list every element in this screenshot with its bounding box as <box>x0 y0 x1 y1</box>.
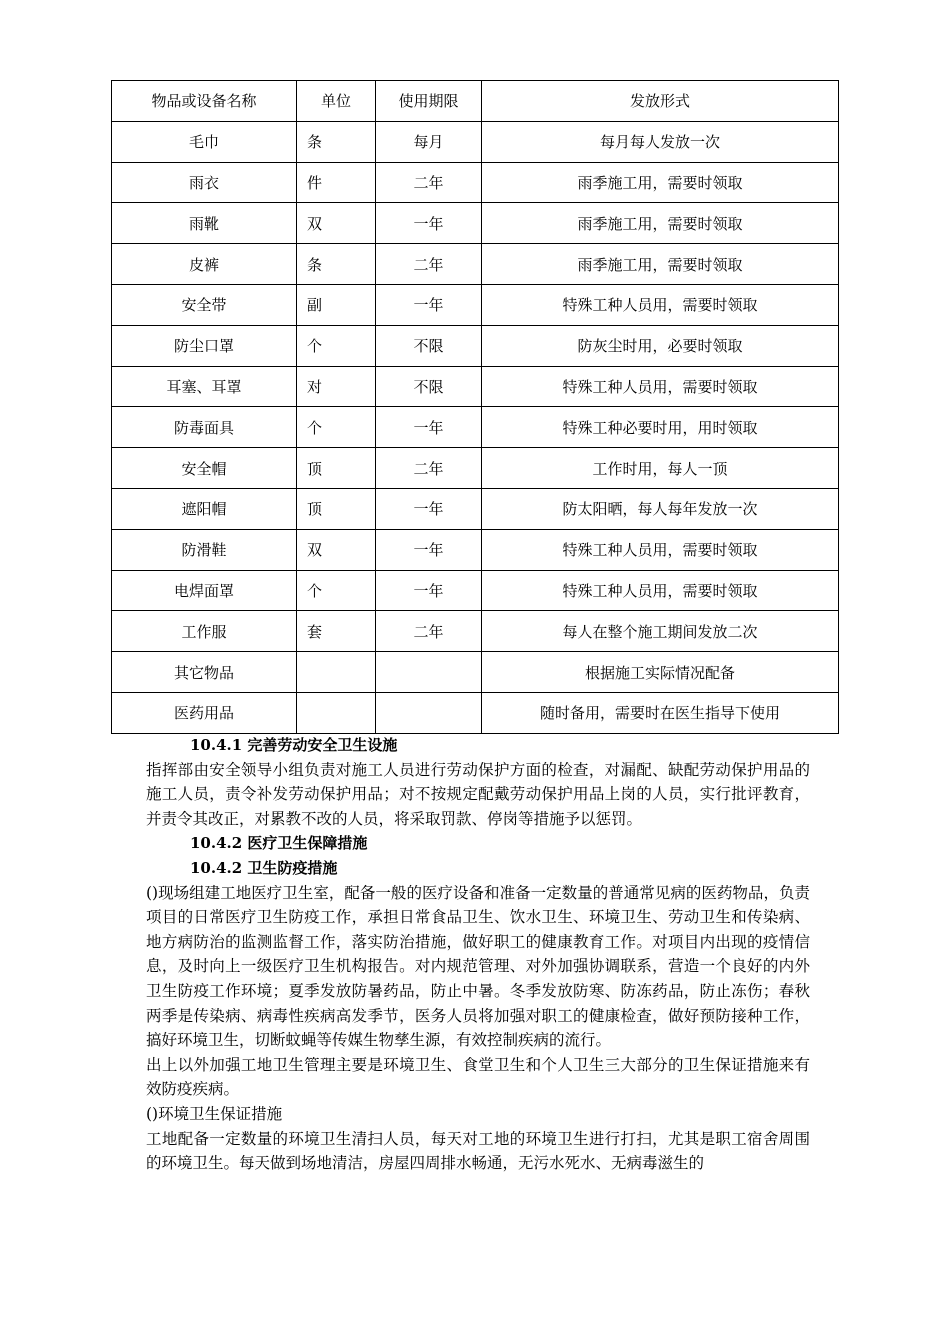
cell-unit: 件 <box>297 162 376 203</box>
table-row <box>112 366 839 407</box>
header-item-name: 物品或设备名称 <box>112 81 297 122</box>
cell-item-name: 防滑鞋 <box>112 529 297 570</box>
table-row <box>112 611 839 652</box>
cell-item-name: 皮裤 <box>112 244 297 285</box>
cell-distribution: 特殊工种人员用，需要时领取 <box>482 570 839 611</box>
cell-item-name: 防尘口罩 <box>112 325 297 366</box>
cell-unit: 双 <box>297 529 376 570</box>
table-row <box>112 448 839 489</box>
cell-unit: 条 <box>297 121 376 162</box>
table-row <box>112 407 839 448</box>
cell-distribution: 雨季施工用，需要时领取 <box>482 162 839 203</box>
cell-distribution: 雨季施工用，需要时领取 <box>482 203 839 244</box>
section-heading: 10.4.1 完善劳动安全卫生设施 <box>190 736 398 754</box>
cell-period <box>376 652 482 693</box>
paragraph: 工地配备一定数量的环境卫生清扫人员，每天对工地的环境卫生进行打扫，尤其是职工宿舍周围的环境卫生。每天做到场地清洁，房屋四周排水畅通，无污水死水、无病毒滋生的 <box>146 1129 810 1173</box>
cell-distribution: 特殊工种人员用，需要时领取 <box>482 529 839 570</box>
cell-unit: 顶 <box>297 488 376 529</box>
cell-distribution: 防太阳晒，每人每年发放一次 <box>482 488 839 529</box>
cell-period: 一年 <box>376 203 482 244</box>
cell-unit: 对 <box>297 366 376 407</box>
cell-unit <box>297 652 376 693</box>
cell-unit: 套 <box>297 611 376 652</box>
header-distribution: 发放形式 <box>482 81 839 122</box>
cell-period <box>376 692 482 733</box>
paragraph: ()现场组建工地医疗卫生室，配备一般的医疗设备和准备一定数量的普通常见病的医药物品，负责项目的日常医疗卫生防疫工作，承担日常食品卫生、饮水卫生、环境卫生、劳动卫生和传染病、地方病防治的监测监督工作，落实防治措施，做好职工的健康教育工作。对项目内出现的疫情信息，及时向上一级医疗卫生机构报告。对内规范管理、对外加强协调联系，营造一个良好的内外卫生防疫工作环境；夏季发放防暑药品，防止中暑。冬季发放防寒、防冻药品，防止冻伤；春秋两季是传染病、病毒性疾病高发季节，医务人员将加强对职工的健康检查，做好预防接种工作，搞好环境卫生，切断蚊蝇等传媒生物孳生源，有效控制疾病的流行。 <box>146 883 810 1050</box>
cell-period: 每月 <box>376 121 482 162</box>
cell-item-name: 医药用品 <box>112 692 297 733</box>
cell-period: 一年 <box>376 284 482 325</box>
cell-unit: 顶 <box>297 448 376 489</box>
cell-distribution: 每人在整个施工期间发放二次 <box>482 611 839 652</box>
cell-distribution: 雨季施工用，需要时领取 <box>482 244 839 285</box>
cell-unit <box>297 692 376 733</box>
cell-unit: 个 <box>297 407 376 448</box>
table-row <box>112 325 839 366</box>
table-row <box>112 244 839 285</box>
cell-item-name: 毛巾 <box>112 121 297 162</box>
table-row <box>112 529 839 570</box>
cell-unit: 个 <box>297 325 376 366</box>
table-row <box>112 121 839 162</box>
header-period: 使用期限 <box>376 81 482 122</box>
cell-item-name: 遮阳帽 <box>112 488 297 529</box>
cell-distribution: 随时备用，需要时在医生指导下使用 <box>482 692 839 733</box>
cell-item-name: 电焊面罩 <box>112 570 297 611</box>
table-header-row <box>112 81 839 122</box>
paragraph: ()环境卫生保证措施 <box>146 1104 283 1123</box>
cell-unit: 个 <box>297 570 376 611</box>
cell-item-name: 雨靴 <box>112 203 297 244</box>
cell-period: 一年 <box>376 407 482 448</box>
section-heading: 10.4.2 卫生防疫措施 <box>190 858 338 877</box>
cell-unit: 副 <box>297 284 376 325</box>
cell-item-name: 安全带 <box>112 284 297 325</box>
cell-distribution: 特殊工种人员用，需要时领取 <box>482 284 839 325</box>
table-row <box>112 692 839 733</box>
cell-unit: 双 <box>297 203 376 244</box>
cell-period: 不限 <box>376 366 482 407</box>
cell-item-name: 防毒面具 <box>112 407 297 448</box>
cell-period: 一年 <box>376 570 482 611</box>
cell-distribution: 根据施工实际情况配备 <box>482 652 839 693</box>
table-row <box>112 162 839 203</box>
table-row <box>112 488 839 529</box>
cell-period: 一年 <box>376 529 482 570</box>
table-row <box>112 570 839 611</box>
cell-item-name: 其它物品 <box>112 652 297 693</box>
cell-distribution: 每月每人发放一次 <box>482 121 839 162</box>
table-row <box>112 284 839 325</box>
cell-period: 二年 <box>376 611 482 652</box>
body-text <box>146 733 810 1176</box>
paragraph: 指挥部由安全领导小组负责对施工人员进行劳动保护方面的检查，对漏配、缺配劳动保护用品的施工人员，责令补发劳动保护用品；对不按规定配戴劳动保护用品上岗的人员，实行批评教育，并责令其改正，对累教不改的人员，将采取罚款、停岗等措施予以惩罚。 <box>146 760 810 828</box>
cell-distribution: 特殊工种人员用，需要时领取 <box>482 366 839 407</box>
cell-period: 二年 <box>376 162 482 203</box>
cell-period: 一年 <box>376 488 482 529</box>
cell-distribution: 特殊工种必要时用，用时领取 <box>482 407 839 448</box>
cell-distribution: 工作时用，每人一顶 <box>482 448 839 489</box>
cell-period: 不限 <box>376 325 482 366</box>
section-heading: 10.4.2 医疗卫生保障措施 <box>190 834 368 853</box>
cell-period: 二年 <box>376 244 482 285</box>
cell-period: 二年 <box>376 448 482 489</box>
cell-item-name: 雨衣 <box>112 162 297 203</box>
paragraph: 出上以外加强工地卫生管理主要是环境卫生、食堂卫生和个人卫生三大部分的卫生保证措施来有效防疫疾病。 <box>146 1055 810 1099</box>
cell-distribution: 防灰尘时用，必要时领取 <box>482 325 839 366</box>
cell-item-name: 工作服 <box>112 611 297 652</box>
header-unit: 单位 <box>297 81 376 122</box>
cell-item-name: 安全帽 <box>112 448 297 489</box>
cell-item-name: 耳塞、耳罩 <box>112 366 297 407</box>
table-row <box>112 203 839 244</box>
ppe-table <box>111 80 839 734</box>
table-row <box>112 652 839 693</box>
cell-unit: 条 <box>297 244 376 285</box>
